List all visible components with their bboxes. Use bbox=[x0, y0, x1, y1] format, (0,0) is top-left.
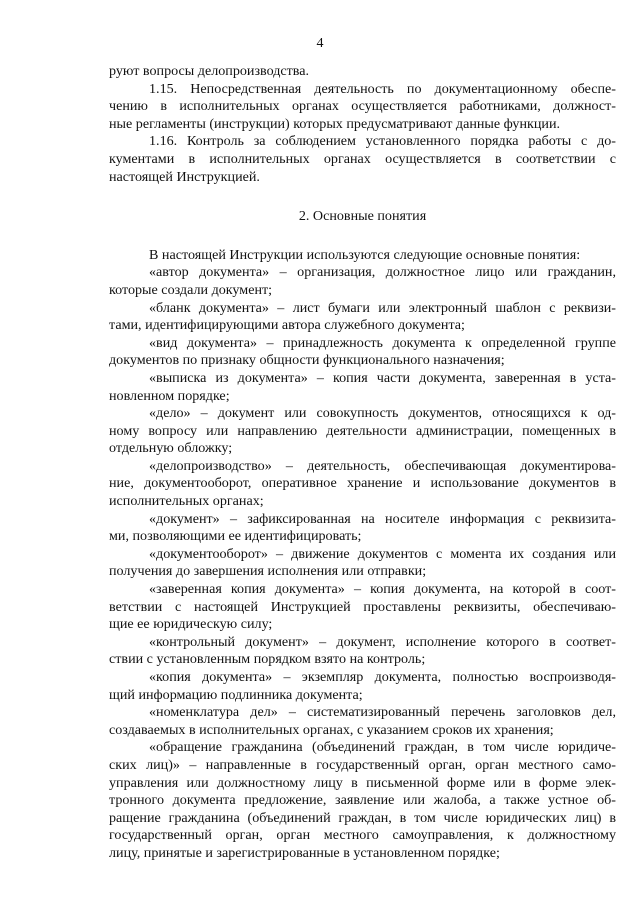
text-line: «делопроизводство» – деятельность, обеспечивающая документирова- bbox=[149, 457, 616, 474]
text-line: ствии с установленным порядком взято на контроль; bbox=[109, 651, 426, 668]
text-line: настоящей Инструкцией. bbox=[109, 168, 260, 185]
text-line: «обращение гражданина (объединений граждан, в том числе юридиче- bbox=[149, 739, 616, 756]
definition-dokument bbox=[109, 511, 616, 546]
definition-nomenklatura-del bbox=[109, 704, 616, 739]
paragraph-continuation bbox=[109, 63, 616, 81]
text-line: документов по признаку общности функционального назначения; bbox=[109, 352, 505, 369]
text-line: создаваемых в исполнительных органах, с указанием сроков их хранения; bbox=[109, 721, 554, 738]
text-line: руют вопросы делопроизводства. bbox=[109, 63, 310, 79]
text-line: «автор документа» – организация, должностное лицо или гражданин, bbox=[149, 264, 616, 281]
text-line: «вид документа» – принадлежность документа к определенной группе bbox=[149, 334, 616, 351]
text-line: «документ» – зафиксированная на носителе информация с реквизита- bbox=[149, 510, 616, 527]
text-line: новленном порядке; bbox=[109, 387, 230, 404]
text-line: «выписка из документа» – копия части документа, заверенная в уста- bbox=[149, 369, 616, 386]
text-line: «документооборот» – движение документов с момента их создания или bbox=[149, 545, 616, 562]
text-line: тами, идентифицирующими автора служебного документа; bbox=[109, 317, 465, 334]
paragraph-1-15 bbox=[109, 81, 616, 134]
text-line: «бланк документа» – лист бумаги или электронный шаблон с реквизи- bbox=[149, 299, 616, 316]
text-line: ских лиц)» – направленные в государственный орган, орган местного само- bbox=[109, 756, 616, 773]
text-line: кументами в исполнительных органах осуществляется в соответствии с bbox=[109, 150, 616, 167]
text-line: тронного документа предложение, заявление или жалоба, а также устное об- bbox=[109, 792, 616, 809]
text-line: «копия документа» – экземпляр документа, полностью воспроизводя- bbox=[149, 669, 616, 685]
text-line: которые создали документ; bbox=[109, 281, 273, 298]
text-line: ному вопросу или направлению деятельности администрации, помещенных в bbox=[109, 422, 616, 439]
text-line: ращение гражданина (объединений граждан, в том числе юридических лиц) в bbox=[109, 809, 616, 826]
text-line: управления или должностному лицу в письменной форме или в форме элек- bbox=[109, 774, 616, 791]
text-line: «контрольный документ» – документ, исполнение которого в соответ- bbox=[149, 633, 616, 650]
text-line: «номенклатура дел» – систематизированный перечень заголовков дел, bbox=[149, 704, 616, 721]
text-line: отдельную обложку; bbox=[109, 440, 233, 457]
text-line: ние, документооборот, оперативное хранение и использование документов в bbox=[109, 475, 616, 492]
definition-kopiya-dokumenta bbox=[109, 669, 616, 704]
definition-vid-dokumenta bbox=[109, 335, 616, 370]
text-line: чению в исполнительных органах осуществляется работниками, должност- bbox=[109, 98, 616, 115]
definition-zaverennaya-kopiya bbox=[109, 581, 616, 634]
text-line: исполнительных органах; bbox=[109, 493, 264, 510]
text-line: ные регламенты (инструкции) которых предусматривают данные функции. bbox=[109, 115, 561, 132]
text-line: щие ее юридическую силу; bbox=[109, 616, 273, 633]
text-line: «дело» – документ или совокупность документов, относящихся к од- bbox=[149, 405, 616, 422]
section-heading: 2. Основные понятия bbox=[298, 208, 427, 225]
definition-dokumentooborot bbox=[109, 546, 616, 581]
text-line: 1.16. Контроль за соблюдением установленного порядка работы с до- bbox=[149, 133, 616, 150]
page-number: 4 bbox=[316, 36, 324, 51]
text-line: ветствии с настоящей Инструкцией проставлены реквизиты, обеспечиваю- bbox=[109, 598, 616, 615]
text-line: ми, позволяющими ее идентифицировать; bbox=[109, 528, 362, 545]
definition-kontrolny-dokument bbox=[109, 634, 616, 669]
text-line: лицу, принятые и зарегистрированные в установленном порядке; bbox=[109, 844, 500, 861]
text-line: государственный орган, орган местного самоуправления, к должностному bbox=[109, 827, 616, 844]
definition-obraschenie-grazhdanina bbox=[109, 739, 616, 862]
text-line: «заверенная копия документа» – копия документа, на которой в соот- bbox=[149, 581, 616, 598]
text-line: 1.15. Непосредственная деятельность по документационному обеспе- bbox=[149, 80, 616, 97]
definitions-intro bbox=[109, 247, 616, 265]
text-line: В настоящей Инструкции используются следующие основные понятия: bbox=[149, 246, 581, 263]
definition-delo bbox=[109, 405, 616, 458]
paragraph-1-16 bbox=[109, 133, 616, 186]
text-line: щий информацию подлинника документа; bbox=[109, 686, 363, 703]
definition-avtor-dokumenta bbox=[109, 264, 616, 299]
text-line: получения до завершения исполнения или отправки; bbox=[109, 563, 427, 580]
definition-deloproizvodstvo bbox=[109, 458, 616, 511]
definition-vypiska bbox=[109, 370, 616, 405]
document-body bbox=[109, 63, 616, 863]
definition-blank-dokumenta bbox=[109, 300, 616, 335]
